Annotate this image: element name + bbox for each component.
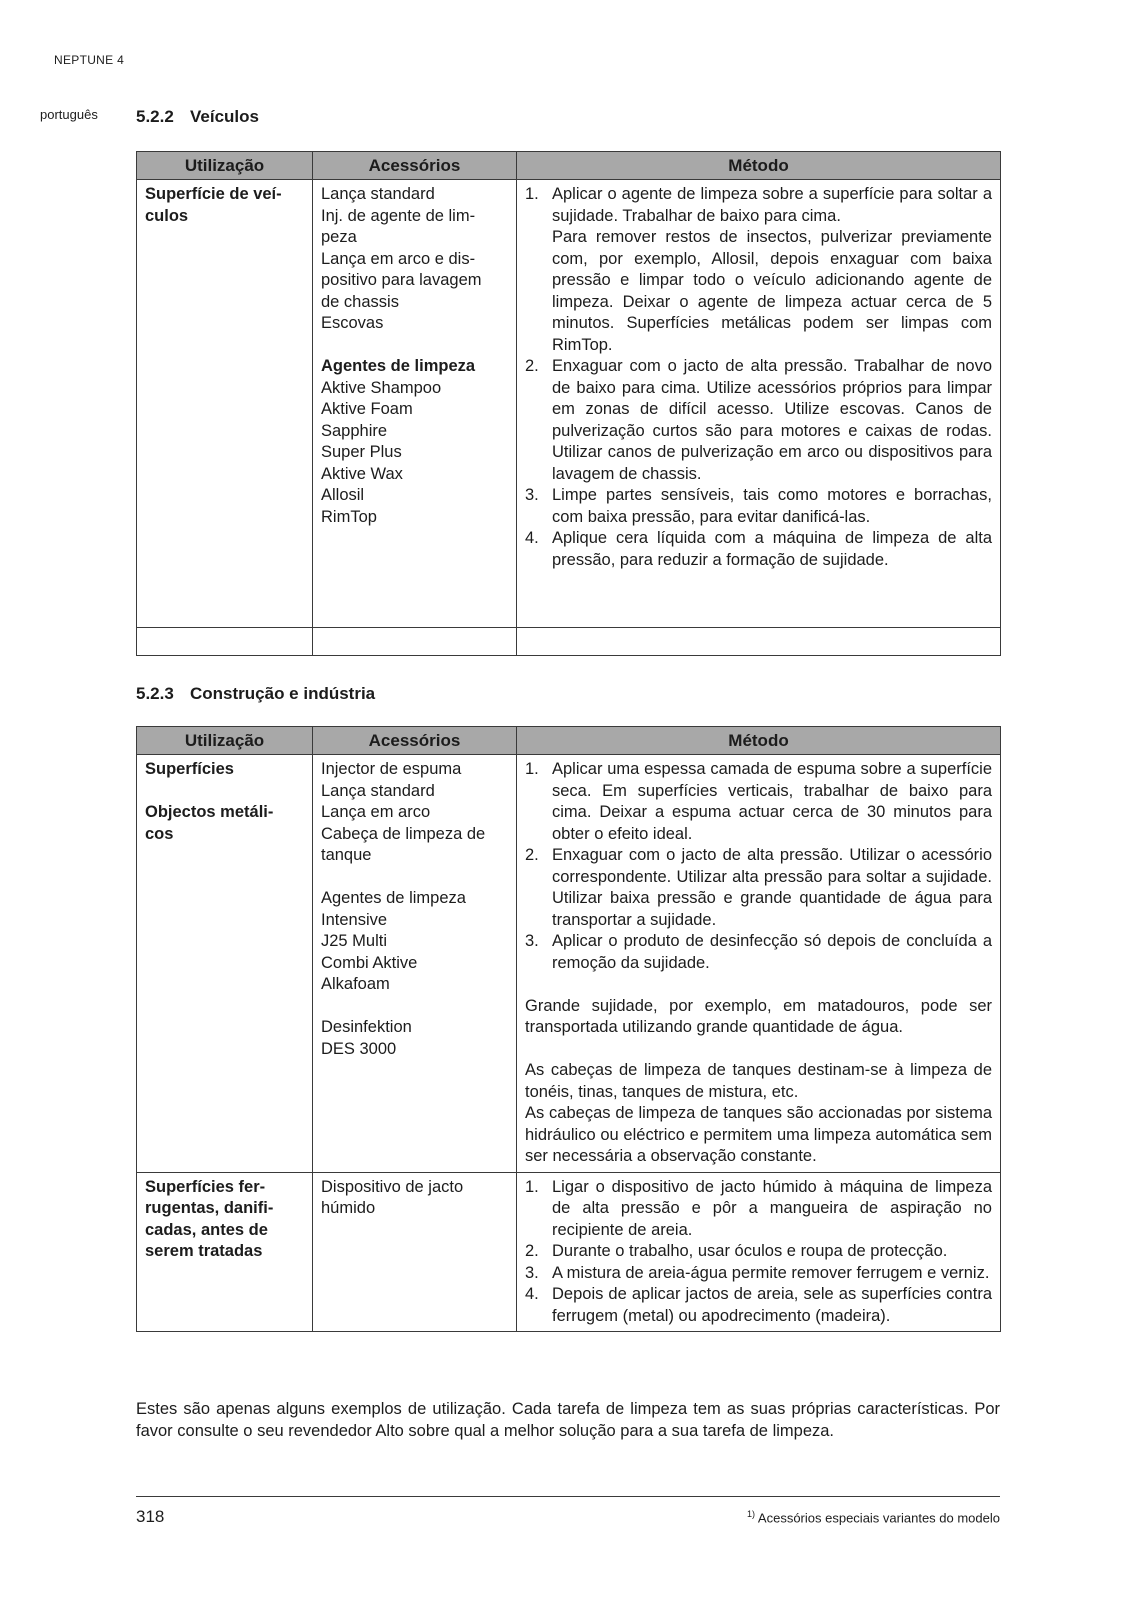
closing-note: Estes são apenas alguns exemplos de utilização. Cada tarefa de limpeza tem as suas próprias características. Por favor consulte o seu revendedor Alto sobre qual a melhor solução para a sua tarefa de limpeza. <box>136 1400 1000 1440</box>
column-header-usage: Utilização <box>137 727 313 755</box>
accessories-cell <box>313 1172 517 1332</box>
step-extra-text: Para remover restos de insectos, pulverizar previamente com, por exemplo, Allosil, depois enxaguar com baixa pressão e limpar todo o veículo adicionando agente de limpeza. Deixar o agente de limpeza actuar cerca de 5 minutos. Superfícies metálicas podem ser limpas com RimTop. <box>552 228 992 354</box>
list-item <box>525 485 992 528</box>
empty-cell <box>517 628 1001 656</box>
section-title: Veículos <box>190 107 259 126</box>
spacer <box>145 781 304 803</box>
usage-text: Objectos metáli- <box>145 803 274 821</box>
step-number: 3. <box>525 932 539 950</box>
column-header-accessories: Acessórios <box>313 152 517 180</box>
step-text: Durante o trabalho, usar óculos e roupa de protecção. <box>552 1242 948 1260</box>
accessory-item: de chassis <box>321 292 399 311</box>
accessories-cell <box>313 755 517 1173</box>
step-text: Aplicar o agente de limpeza sobre a superfície para soltar a sujidade. Trabalhar de baixo para cima. <box>552 185 992 225</box>
usage-text: Superfícies <box>145 760 234 778</box>
step-text: Depois de aplicar jactos de areia, sele as superfícies contra ferrugem (metal) ou apodrecimento (madeira). <box>552 1285 992 1325</box>
usage-cell <box>137 755 313 1173</box>
step-text: Aplicar o produto de desinfecção só depois de concluída a remoção da sujidade. <box>552 932 992 972</box>
step-number: 2. <box>525 357 539 375</box>
step-text: Enxaguar com o jacto de alta pressão. Utilizar o acessório correspondente. Utilizar alta pressão para soltar a sujidade. Utilizar baixa pressão e grande quantidade de água para transportar a sujidade. <box>552 846 992 929</box>
accessory-item: Lança standard <box>321 781 435 800</box>
method-steps <box>525 1177 992 1328</box>
accessory-item: peza <box>321 228 357 246</box>
vehicles-table <box>136 151 1001 656</box>
accessory-item: positivo para lavagem <box>321 271 482 289</box>
section-number: 5.2.2 <box>136 107 174 126</box>
accessory-item: Lança em arco <box>321 803 431 821</box>
usage-text: Superfície de veí- <box>145 185 282 203</box>
table-row <box>137 180 1001 628</box>
footer-divider <box>136 1496 1000 1497</box>
list-item <box>525 1263 992 1285</box>
method-note: As cabeças de limpeza de tanques destinam-se à limpeza de tonéis, tinas, tanques de mistura, etc. <box>525 1061 992 1101</box>
step-number: 2. <box>525 1242 539 1260</box>
spacer <box>321 867 508 889</box>
step-number: 3. <box>525 1263 539 1282</box>
accessory-item: Lança standard <box>321 185 435 203</box>
method-note: Grande sujidade, por exemplo, em matadouros, pode ser transportada utilizando grande quantidade de água. <box>525 996 992 1036</box>
step-text: Aplicar uma espessa camada de espuma sobre a superfície seca. Em superfícies verticais, trabalhar de baixo para cima. Deixar a espuma actuar cerca de 30 minutos para obter o efeito ideal. <box>552 760 992 843</box>
agent-item: Sapphire <box>321 421 388 440</box>
spacer <box>525 1039 992 1061</box>
list-item <box>525 528 992 571</box>
column-header-method: Método <box>517 152 1001 180</box>
footnote <box>747 1509 1000 1525</box>
method-steps <box>525 184 992 571</box>
usage-text: rugentas, danifi- <box>145 1199 274 1217</box>
empty-cell <box>313 628 517 656</box>
table-row <box>137 1172 1001 1332</box>
language-label: português <box>40 107 98 122</box>
agent-item: Super Plus <box>321 443 402 461</box>
usage-text: culos <box>145 206 189 225</box>
step-number: 2. <box>525 846 539 864</box>
agent-item: Alkafoam <box>321 975 390 993</box>
disinfectant-item: DES 3000 <box>321 1039 397 1058</box>
section-heading-vehicles <box>136 107 259 127</box>
step-text: Aplique cera líquida com a máquina de limpeza de alta pressão, para reduzir a formação de sujidade. <box>552 529 992 569</box>
section-number: 5.2.3 <box>136 684 174 703</box>
agent-item: Combi Aktive <box>321 953 418 972</box>
list-item <box>525 356 992 485</box>
accessories-cell <box>313 180 517 628</box>
spacer <box>321 996 508 1018</box>
usage-cell <box>137 1172 313 1332</box>
agents-heading: Agentes de limpeza <box>321 889 466 907</box>
usage-text: cos <box>145 824 174 843</box>
agent-item: RimTop <box>321 507 377 526</box>
method-cell <box>517 180 1001 628</box>
list-item <box>525 184 992 356</box>
column-header-accessories: Acessórios <box>313 727 517 755</box>
step-number: 1. <box>525 185 539 203</box>
list-item <box>525 1177 992 1242</box>
agent-item: Aktive Foam <box>321 400 413 418</box>
document-header-model: NEPTUNE 4 <box>54 53 125 67</box>
list-item <box>525 931 992 974</box>
agents-heading: Agentes de limpeza <box>321 357 476 375</box>
list-item <box>525 1241 992 1263</box>
accessory-item: húmido <box>321 1199 376 1217</box>
table-row-empty <box>137 628 1001 656</box>
footnote-text: Acessórios especiais variantes do modelo <box>757 1510 1000 1526</box>
section-heading-industry <box>136 684 375 704</box>
column-header-usage: Utilização <box>137 152 313 180</box>
step-text: Enxaguar com o jacto de alta pressão. Trabalhar de novo de baixo para cima. Utilize acessórios próprios para limpar em zonas de difícil acesso. Utilize escovas. Canos de pulverização curtos são para motores e caixas de rodas. Utilizar canos de pulverização em arco ou dispositivos para lavagem de chassis. <box>552 357 992 483</box>
table-row <box>137 755 1001 1173</box>
footnote-mark: 1) <box>747 1509 756 1519</box>
section-title: Construção e indústria <box>190 684 376 703</box>
column-header-method: Método <box>517 727 1001 755</box>
method-cell <box>517 755 1001 1173</box>
step-number: 4. <box>525 529 539 547</box>
method-note: As cabeças de limpeza de tanques são accionadas por sistema hidráulico ou eléctrico e permitem uma limpeza automática sem ser necessária a observação constante. <box>525 1104 992 1165</box>
agent-item: Aktive Shampoo <box>321 378 442 397</box>
step-number: 1. <box>525 1177 539 1196</box>
disinfectant-item: Desinfektion <box>321 1018 412 1036</box>
page-number: 318 <box>136 1507 165 1526</box>
agent-item: J25 Multi <box>321 932 388 950</box>
accessory-item: Cabeça de limpeza de <box>321 824 486 843</box>
step-number: 4. <box>525 1285 539 1303</box>
empty-cell <box>137 628 313 656</box>
step-text: Ligar o dispositivo de jacto húmido à máquina de limpeza de alta pressão e pôr a mangueira de aspiração no recipiente de areia. <box>552 1177 992 1239</box>
spacer <box>321 335 508 357</box>
accessory-item: Dispositivo de jacto <box>321 1177 464 1196</box>
agent-item: Aktive Wax <box>321 464 403 483</box>
step-text: A mistura de areia-água permite remover ferrugem e verniz. <box>552 1263 990 1282</box>
usage-cell <box>137 180 313 628</box>
usage-text: cadas, antes de <box>145 1220 268 1239</box>
usage-text: serem tratadas <box>145 1242 263 1260</box>
table-header-row <box>137 152 1001 180</box>
accessory-item: tanque <box>321 846 372 864</box>
accessory-item: Escovas <box>321 314 384 332</box>
table-header-row <box>137 727 1001 755</box>
spacer <box>525 974 992 996</box>
method-steps <box>525 759 992 974</box>
accessory-item: Lança em arco e dis- <box>321 249 476 268</box>
agent-item: Allosil <box>321 486 365 504</box>
accessory-item: Inj. de agente de lim- <box>321 206 476 225</box>
usage-text: Superfícies fer- <box>145 1177 266 1196</box>
industry-table <box>136 726 1001 1332</box>
accessory-item: Injector de espuma <box>321 760 462 778</box>
step-number: 1. <box>525 760 539 778</box>
method-cell <box>517 1172 1001 1332</box>
list-item <box>525 845 992 931</box>
list-item <box>525 1284 992 1327</box>
agent-item: Intensive <box>321 910 388 929</box>
step-number: 3. <box>525 486 539 504</box>
step-text: Limpe partes sensíveis, tais como motores e borrachas, com baixa pressão, para evitar danificá-las. <box>552 486 992 526</box>
list-item <box>525 759 992 845</box>
